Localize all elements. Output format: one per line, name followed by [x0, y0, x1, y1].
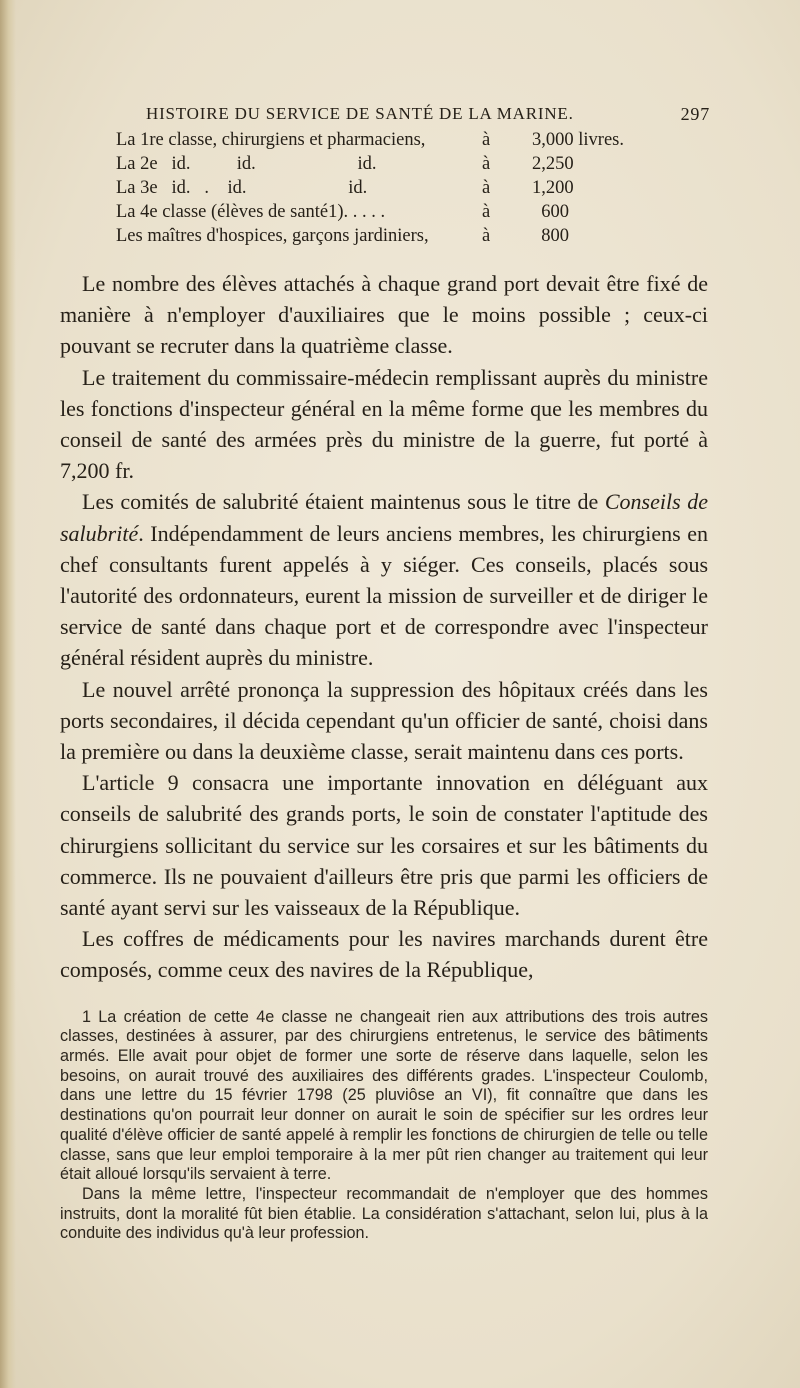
salary-row: [116, 128, 684, 152]
salary-class-label: La 3e id. . id. id.: [116, 178, 368, 198]
salary-amount: 800: [532, 226, 569, 246]
running-head-title: HISTOIRE DU SERVICE DE SANTÉ DE LA MARINE.: [146, 104, 574, 123]
salary-preposition: à: [482, 130, 491, 150]
salary-preposition: à: [482, 178, 491, 198]
salary-table: [116, 128, 684, 248]
salary-row: [116, 224, 684, 248]
paragraph: Le nombre des élèves attachés à chaque grand port devait être fixé de manière à n'employer d'auxiliaires que le moins possible ; ceux-ci pouvant se recruter dans la quatrième classe.: [60, 271, 708, 359]
salary-preposition: à: [482, 226, 491, 246]
salary-amount: 3,000 livres.: [532, 130, 624, 150]
salary-amount: 2,250: [532, 154, 574, 174]
running-head: [60, 96, 708, 128]
paragraph: L'article 9 consacra une importante innovation en déléguant aux conseils de salubrité des grands ports, le soin de constater l'aptitude des chirurgiens sollicitant du service sur les corsaires et sur les bâtiments du commerce. Ils ne pouvaient d'ailleurs être pris que parmi les officiers de santé ayant servi sur les vaisseaux de la République.: [60, 770, 708, 921]
page-number: 297: [680, 104, 710, 124]
paragraph: Les coffres de médicaments pour les navires marchands durent être composés, comme ceux des navires de la République,: [60, 926, 708, 983]
salary-class-label: La 4e classe (élèves de santé1). . . . .: [116, 202, 386, 222]
salary-preposition: à: [482, 154, 491, 174]
salary-amount: 1,200: [532, 178, 574, 198]
footnote: 1 La création de cette 4e classe ne changeait rien aux attributions des trois autres classes, destinées à assurer, par des chirurgiens entretenus, le service des bâtiments armés. Elle avait pour objet de former une sorte de réserve dans laquelle, selon les besoins, on aurait trouvé des auxiliaires des différents grades. L'inspecteur Coulomb, dans une lettre du 15 février 1798 (25 pluviôse an VI), fit connaître que dans les destinations qu'on pourrait leur donner on aurait le soin de spécifier sur les ordres leur qualité d'élève officier de santé appelé à remplir les fonctions de chirurgien de telle ou telle classe, sans que leur emploi temporaire à la mer pût rien changer au traitement qui leur était alloué lorsqu'ils servaient à terre.: [60, 1007, 708, 1184]
paragraph: Le nouvel arrêté prononça la suppression des hôpitaux créés dans les ports secondaires, il décida cependant qu'un officier de santé, choisi dans la première ou dans la deuxième classe, serait maintenu dans ces ports.: [60, 676, 708, 765]
salary-class-label: La 1re classe, chirurgiens et pharmaciens,: [116, 130, 426, 150]
body-text: [60, 268, 708, 986]
salary-amount: 600: [532, 202, 569, 222]
salary-row: [116, 176, 684, 200]
salary-class-label: Les maîtres d'hospices, garçons jardiniers,: [116, 226, 429, 246]
salary-class-label: La 2e id. id. id.: [116, 154, 377, 174]
paragraph: [60, 486, 708, 673]
salary-preposition: à: [482, 202, 491, 222]
salary-row: [116, 200, 684, 224]
paragraph-text: Les comités de salubrité étaient maintenus sous le titre de: [82, 489, 605, 515]
page-content: [60, 96, 708, 1244]
footnote-continuation: Dans la même lettre, l'inspecteur recommandait de n'employer que des hommes instruits, dont la moralité fût bien établie. La considération s'attachant, selon lui, plus à la conduite des individus qu'à leur profession.: [60, 1185, 708, 1243]
paragraph-text: . Indépendamment de leurs anciens membres, les chirurgiens en chef consultants furent appelés à y siéger. Ces conseils, placés sous l'autorité des ordonnateurs, eurent la mission de surveiller et de diriger le service de santé dans chaque port et de correspondre avec l'inspecteur général résident auprès du ministre.: [60, 520, 708, 671]
salary-row: [116, 152, 684, 176]
binding-edge: [0, 0, 16, 1388]
paragraph: Le traitement du commissaire-médecin remplissant auprès du ministre les fonctions d'inspecteur général en la même forme que les membres du conseil de santé des armées près du ministre de la guerre, fut porté à 7,200 fr.: [60, 364, 708, 484]
italic-term: Conseils de salubrité: [60, 489, 708, 546]
footnotes: [60, 1008, 708, 1244]
